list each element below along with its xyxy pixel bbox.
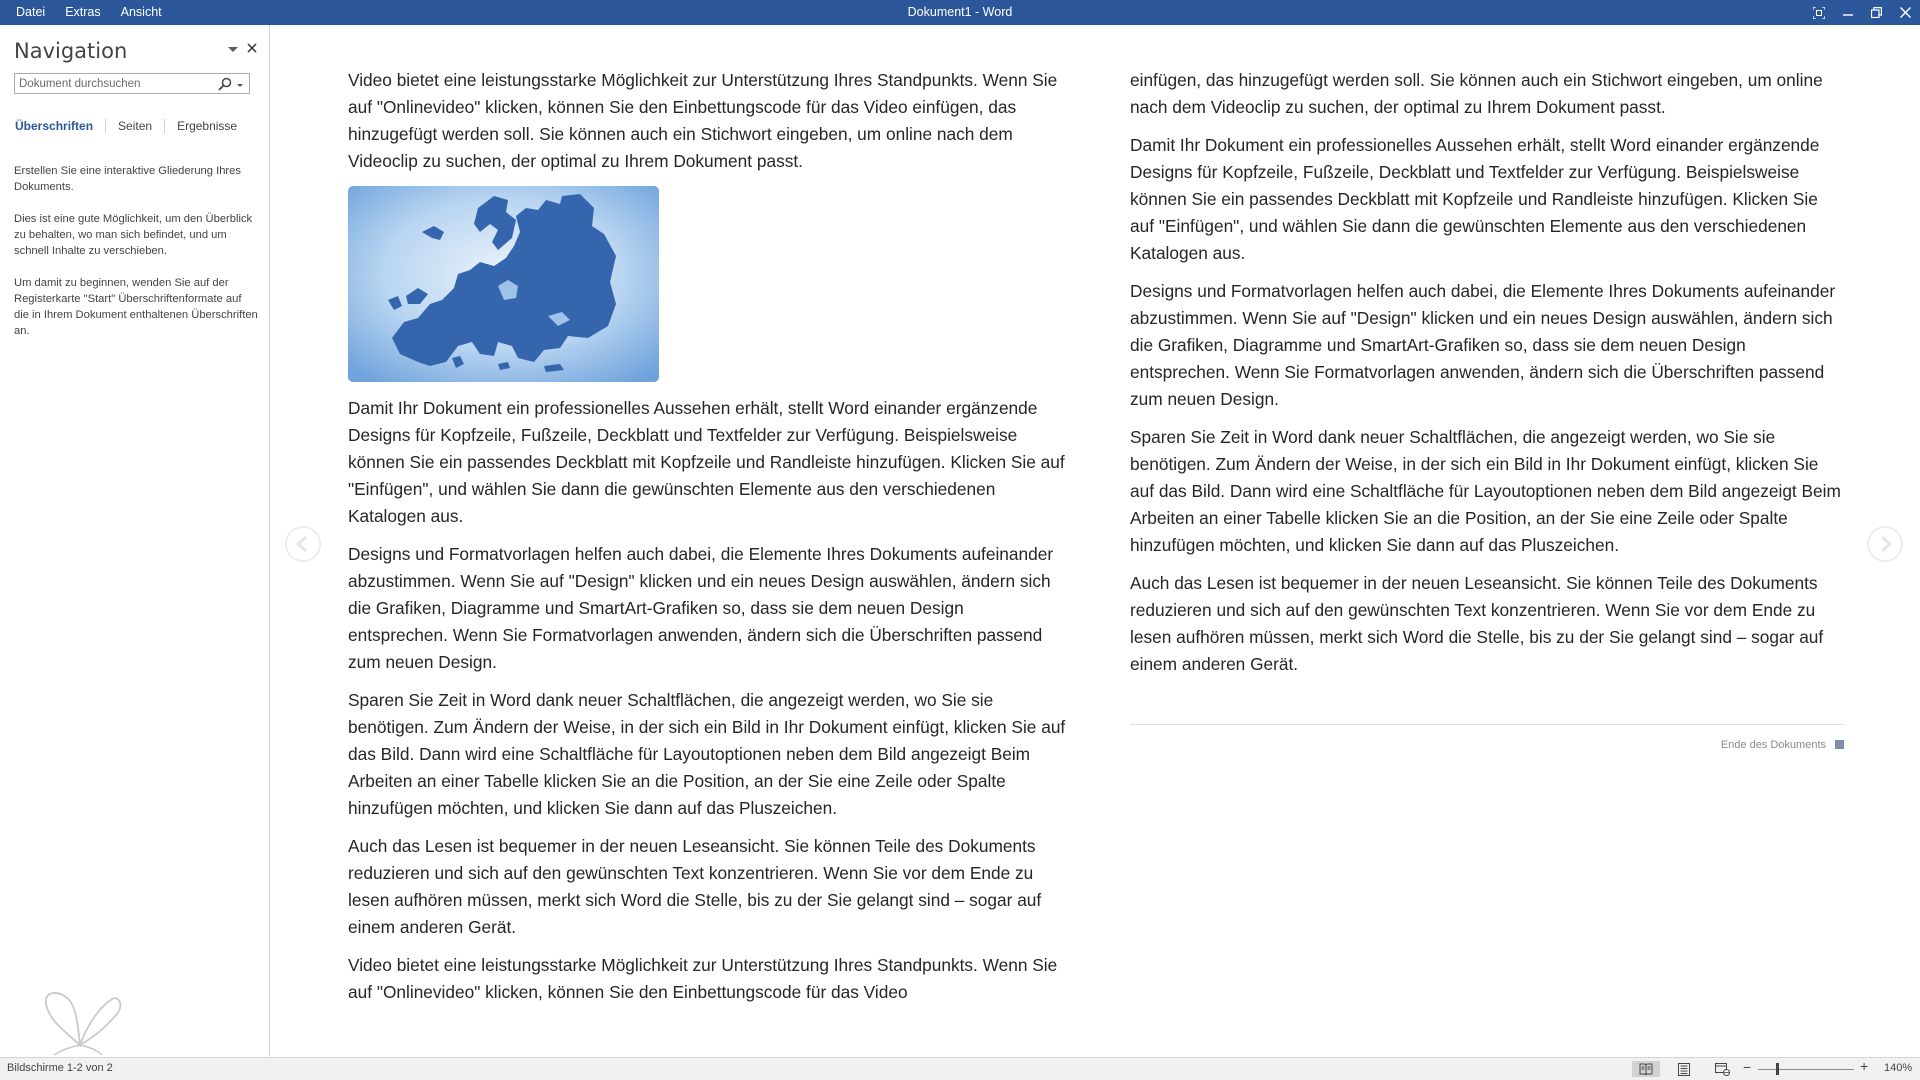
- tab-ueberschriften[interactable]: Überschriften: [15, 119, 94, 133]
- end-marker-icon: [1835, 740, 1844, 749]
- next-page-button[interactable]: [1866, 525, 1904, 563]
- minimize-icon: [1843, 8, 1853, 18]
- chevron-down-icon: [226, 42, 240, 56]
- close-icon: [1900, 7, 1911, 18]
- print-layout-icon: [1678, 1063, 1690, 1076]
- nav-close-button[interactable]: [245, 40, 259, 56]
- paragraph[interactable]: Auch das Lesen ist bequemer in der neuen Leseansicht. Sie können Teile des Dokuments reduzieren und sich auf den gewünschten Text konzentrieren. Wenn Sie vor dem Ende zu lesen aufhören müssen, merkt sich Word die Stelle, bis zu der Sie gelangt sind – sogar auf einem anderen Gerät.: [1130, 573, 1824, 674]
- paragraph[interactable]: Sparen Sie Zeit in Word dank neuer Schaltflächen, die angezeigt werden, wo Sie sie benötigen. Zum Ändern der Weise, in der sich ein Bild in Ihr Dokument einfügt, klicken Sie auf das Bild. Dann wird eine Schaltfläche für Layoutoptionen neben dem Bild angezeigt Beim Arbeiten an einer Tabelle klicken Sie an die Position, an der Sie eine Zeile oder Spalte hinzufügen möchten, und klicken Sie dann auf das Pluszeichen.: [1130, 427, 1841, 555]
- title-bar: [0, 0, 1920, 25]
- restore-icon: [1871, 7, 1882, 18]
- web-layout-icon: [1715, 1063, 1730, 1076]
- zoom-slider-thumb[interactable]: [1776, 1063, 1779, 1075]
- document-area: [270, 25, 1920, 1057]
- paragraph[interactable]: Damit Ihr Dokument ein professionelles Aussehen erhält, stellt Word einander ergänzende Designs für Kopfzeile, Fußzeile, Deckblatt und Textfelder zur Verfügung. Beispielsweise können Sie ein passendes Deckblatt mit Kopfzeile und Randleiste hinzufügen. Klicken Sie auf "Einfügen", und wählen Sie dann die gewünschten Elemente aus den verschiedenen Katalogen aus.: [1130, 135, 1820, 263]
- screen-counter[interactable]: Bildschirme 1-2 von 2: [7, 1062, 113, 1074]
- zoom-in-button[interactable]: +: [1860, 1058, 1869, 1074]
- menu-datei[interactable]: Datei: [16, 5, 46, 19]
- menu-extras[interactable]: Extras: [65, 5, 101, 19]
- tab-seiten[interactable]: Seiten: [118, 119, 153, 133]
- window-controls: [1804, 0, 1920, 25]
- tab-separator: [105, 119, 106, 133]
- paragraph[interactable]: Sparen Sie Zeit in Word dank neuer Schaltflächen, die angezeigt werden, wo Sie sie benötigen. Zum Ändern der Weise, in der sich ein Bild in Ihr Dokument einfügt, klicken Sie auf das Bild. Dann wird eine Schaltfläche für Layoutoptionen neben dem Bild angezeigt Beim Arbeiten an einer Tabelle klicken Sie an die Position, an der Sie eine Zeile oder Spalte hinzufügen möchten, und klicken Sie dann auf das Pluszeichen.: [348, 690, 1066, 818]
- search-button[interactable]: [218, 77, 232, 91]
- paragraph[interactable]: Video bietet eine leistungsstarke Möglichkeit zur Unterstützung Ihres Standpunkts. Wenn Sie auf "Onlinevideo" klicken, können Sie den Einbettungscode für das Video: [348, 955, 1058, 1002]
- nav-options-button[interactable]: [226, 42, 240, 56]
- paragraph[interactable]: Designs und Formatvorlagen helfen auch dabei, die Elemente Ihres Dokuments aufeinander abzustimmen. Wenn Sie auf "Design" klicken und ein neues Design auswählen, ändern sich die Grafiken, Diagramme und SmartArt-Grafiken so, dass sie dem neuen Design entsprechen. Wenn Sie Formatvorlagen anwenden, ändern sich die Überschriften passend zum neuen Design.: [348, 544, 1054, 672]
- paragraph[interactable]: Auch das Lesen ist bequemer in der neuen Leseansicht. Sie können Teile des Dokuments reduzieren und sich auf den gewünschten Text konzentrieren. Wenn Sie vor dem Ende zu lesen aufhören müssen, merkt sich Word die Stelle, bis zu der Sie gelangt sind – sogar auf einem anderen Gerät.: [348, 836, 1042, 937]
- close-icon: [245, 40, 259, 56]
- tab-ergebnisse[interactable]: Ergebnisse: [177, 119, 238, 133]
- zoom-level[interactable]: 140%: [1884, 1062, 1913, 1074]
- status-bar: [0, 1057, 1920, 1080]
- end-of-document-label: Ende des Dokuments: [1720, 739, 1826, 751]
- search-icon: [218, 77, 232, 91]
- menu-bar: [6, 0, 172, 25]
- butterfly-icon: [40, 985, 122, 1057]
- page-column-right: [1130, 67, 1844, 752]
- web-layout-button[interactable]: [1708, 1061, 1736, 1077]
- nav-info-paragraph: Dies ist eine gute Möglichkeit, um den Überblick zu behalten, wo man sich befindet, und um schnell Inhalte zu verschieben.: [14, 213, 253, 257]
- chevron-down-icon: [235, 79, 245, 91]
- chevron-right-icon: [1866, 525, 1904, 563]
- tab-separator: [164, 119, 165, 133]
- chevron-left-icon: [284, 525, 322, 563]
- close-button[interactable]: [1891, 0, 1920, 25]
- zoom-slider-track[interactable]: [1758, 1069, 1854, 1070]
- minimize-button[interactable]: [1833, 0, 1862, 25]
- paragraph[interactable]: Designs und Formatvorlagen helfen auch dabei, die Elemente Ihres Dokuments aufeinander abzustimmen. Wenn Sie auf "Design" klicken und ein neues Design auswählen, ändern sich die Grafiken, Diagramme und SmartArt-Grafiken so, dass sie dem neuen Design entsprechen. Wenn Sie Formatvorlagen anwenden, ändern sich die Überschriften passend zum neuen Design.: [1130, 281, 1836, 409]
- nav-title: Navigation: [14, 39, 128, 63]
- fullscreen-button[interactable]: [1804, 0, 1833, 25]
- navigation-pane: [0, 25, 270, 1057]
- paragraph[interactable]: Video bietet eine leistungsstarke Möglichkeit zur Unterstützung Ihres Standpunkts. Wenn Sie auf "Onlinevideo" klicken, können Sie den Einbettungscode für das Video einfügen, das hinzugefügt werden soll. Sie können auch ein Stichwort eingeben, um online nach dem Videoclip zu suchen, der optimal zu Ihrem Dokument passt.: [348, 70, 1058, 171]
- zoom-out-button[interactable]: −: [1743, 1059, 1752, 1075]
- search-box: [14, 73, 250, 94]
- restore-button[interactable]: [1862, 0, 1891, 25]
- nav-info-paragraph: Um damit zu beginnen, wenden Sie auf der Registerkarte "Start" Überschriftenformate auf die in Ihrem Dokument enthaltenen Überschriften an.: [14, 277, 258, 337]
- paragraph[interactable]: einfügen, das hinzugefügt werden soll. Sie können auch ein Stichwort eingeben, um online nach dem Videoclip zu suchen, der optimal zu Ihrem Dokument passt.: [1130, 70, 1823, 117]
- nav-info-paragraph: Erstellen Sie eine interaktive Gliederung Ihres Dokuments.: [14, 165, 241, 193]
- previous-page-button[interactable]: [284, 525, 322, 563]
- print-layout-button[interactable]: [1670, 1061, 1698, 1077]
- fullscreen-icon: [1813, 7, 1825, 19]
- search-options-button[interactable]: [235, 78, 245, 90]
- end-of-document: [1130, 738, 1844, 752]
- nav-info-text: [14, 163, 258, 355]
- end-divider: [1130, 724, 1844, 725]
- window-title: Dokument1 - Word: [907, 5, 1013, 19]
- europe-map-image[interactable]: [348, 186, 659, 382]
- menu-ansicht[interactable]: Ansicht: [120, 5, 162, 19]
- paragraph[interactable]: Damit Ihr Dokument ein professionelles Aussehen erhält, stellt Word einander ergänzende Designs für Kopfzeile, Fußzeile, Deckblatt und Textfelder zur Verfügung. Beispielsweise können Sie ein passendes Deckblatt mit Kopfzeile und Randleiste hinzufügen. Klicken Sie auf "Einfügen", und wählen Sie dann die gewünschten Elemente aus den verschiedenen Katalogen aus.: [348, 398, 1065, 526]
- nav-tabs: [8, 113, 244, 139]
- read-mode-icon: [1639, 1063, 1653, 1075]
- search-input[interactable]: [15, 74, 213, 93]
- page-column-left: [348, 67, 1066, 1017]
- read-mode-button[interactable]: [1632, 1061, 1660, 1077]
